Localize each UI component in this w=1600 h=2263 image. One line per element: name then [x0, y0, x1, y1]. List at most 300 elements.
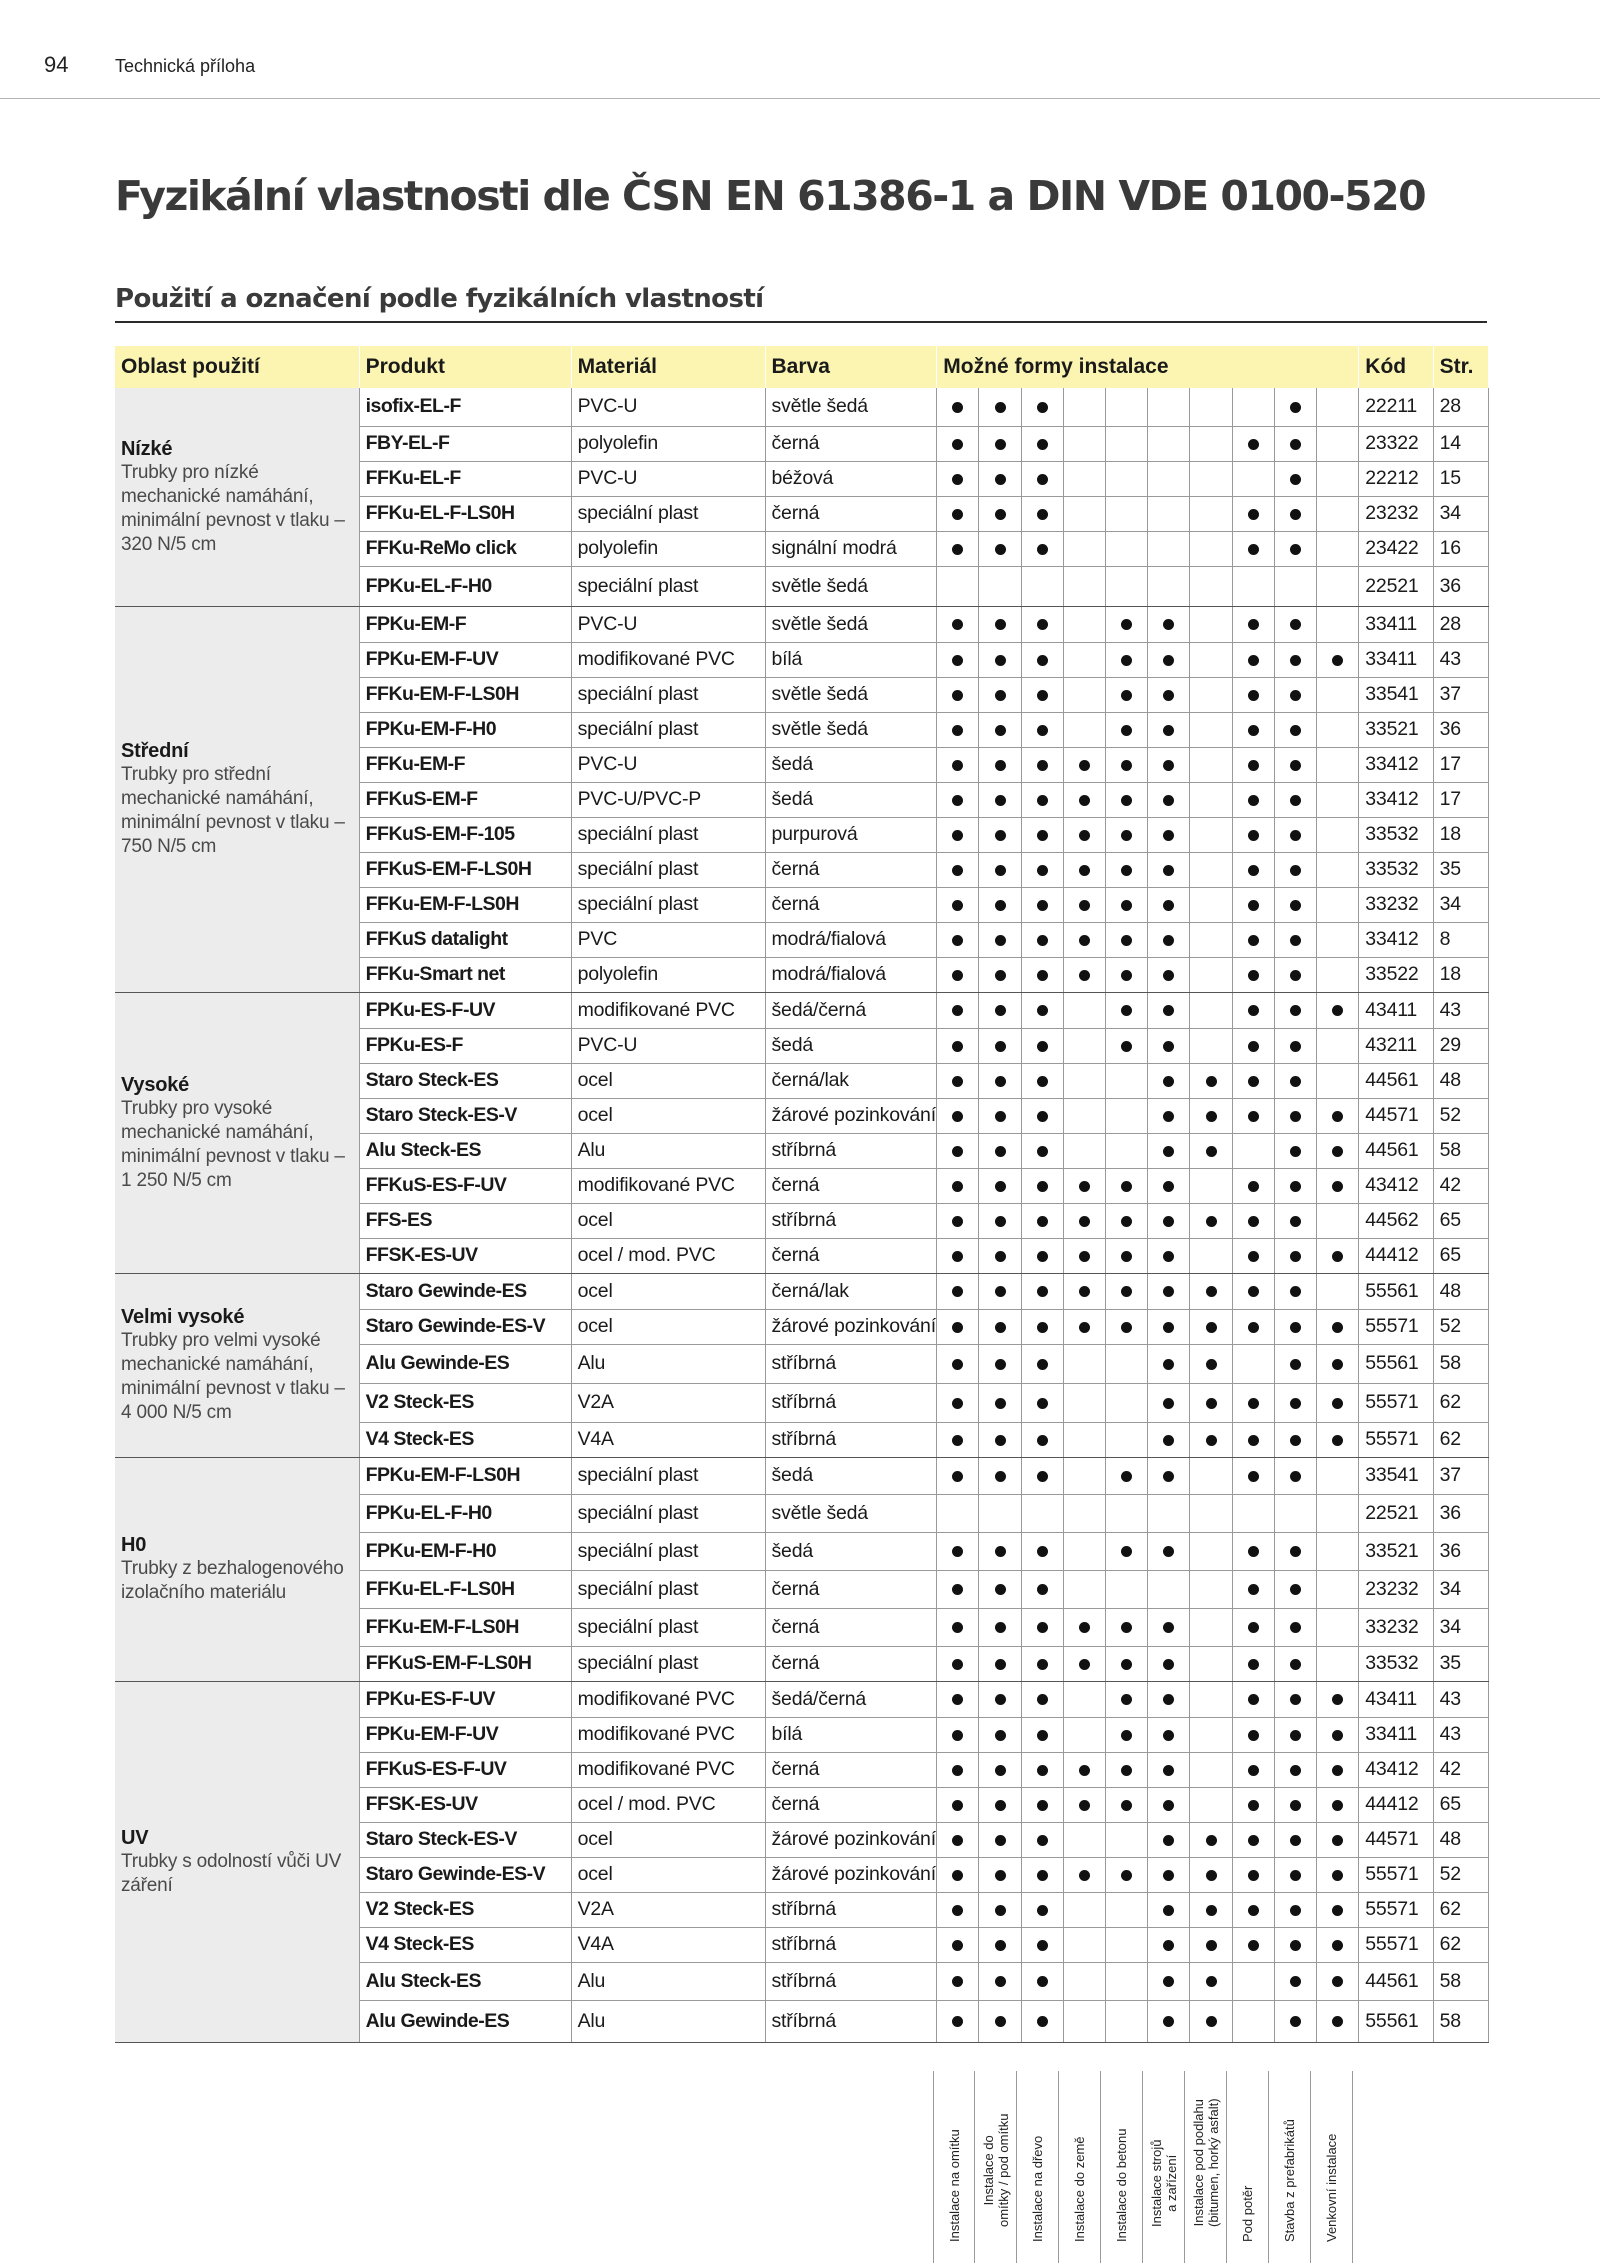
install-dot-icon: [995, 1622, 1006, 1633]
install-dot-icon: [1121, 619, 1132, 630]
install-cell: [1106, 1608, 1148, 1646]
install-dot-icon: [1206, 1905, 1217, 1916]
install-cell: [1106, 1457, 1148, 1494]
install-dot-icon: [952, 1546, 963, 1557]
install-cell: [1316, 1098, 1358, 1133]
install-dot-icon: [1248, 544, 1259, 555]
install-cell: [937, 1494, 979, 1532]
install-dot-icon: [1079, 830, 1090, 841]
table-row: [115, 606, 1489, 642]
install-cell: [1021, 1063, 1063, 1098]
install-dot-icon: [1163, 935, 1174, 946]
install-dot-icon: [952, 1800, 963, 1811]
color-cell: černá: [765, 1608, 937, 1646]
install-dot-icon: [1248, 1694, 1259, 1705]
install-cell: [1063, 852, 1105, 887]
install-dot-icon: [1037, 1622, 1048, 1633]
install-dot-icon: [1121, 760, 1132, 771]
install-dot-icon: [952, 1076, 963, 1087]
install-dot-icon: [1163, 1435, 1174, 1446]
install-legend-line: Instalace na dřevo: [1030, 2135, 1045, 2242]
install-dot-icon: [995, 1800, 1006, 1811]
install-dot-icon: [1163, 900, 1174, 911]
install-dot-icon: [1163, 760, 1174, 771]
install-dot-icon: [1332, 2016, 1343, 2027]
install-cell: [937, 642, 979, 677]
install-dot-icon: [1248, 830, 1259, 841]
product-cell: Alu Steck-ES: [359, 1962, 571, 2000]
install-cell: [1274, 1494, 1316, 1532]
install-legend-column: [1059, 2071, 1101, 2263]
install-cell: [1063, 1570, 1105, 1608]
page-cell: 36: [1433, 1494, 1488, 1532]
install-cell: [1190, 1383, 1232, 1422]
install-cell: [1190, 1787, 1232, 1822]
install-cell: [1274, 1962, 1316, 2000]
install-dot-icon: [995, 1359, 1006, 1370]
install-cell: [1274, 1133, 1316, 1168]
install-cell: [1021, 1822, 1063, 1857]
install-cell: [1190, 1570, 1232, 1608]
install-dot-icon: [1290, 1041, 1301, 1052]
install-dot-icon: [1037, 509, 1048, 520]
install-cell: [1063, 1927, 1105, 1962]
material-cell: ocel: [571, 1098, 765, 1133]
install-cell: [1232, 712, 1274, 747]
code-cell: 43412: [1359, 1168, 1433, 1203]
page-cell: 62: [1433, 1383, 1488, 1422]
color-cell: černá: [765, 1168, 937, 1203]
install-dot-icon: [1290, 760, 1301, 771]
product-cell: FPKu-ES-F-UV: [359, 992, 571, 1028]
install-dot-icon: [1163, 1765, 1174, 1776]
install-cell: [1063, 747, 1105, 782]
install-dot-icon: [1163, 655, 1174, 666]
install-cell: [1274, 1203, 1316, 1238]
install-cell: [1148, 887, 1190, 922]
install-dot-icon: [1037, 865, 1048, 876]
color-cell: stříbrná: [765, 1133, 937, 1168]
install-cell: [1232, 1646, 1274, 1681]
install-dot-icon: [952, 1398, 963, 1409]
color-cell: stříbrná: [765, 1203, 937, 1238]
color-cell: šedá: [765, 1457, 937, 1494]
install-dot-icon: [1332, 1359, 1343, 1370]
install-dot-icon: [952, 970, 963, 981]
install-cell: [1190, 1203, 1232, 1238]
install-cell: [1316, 2000, 1358, 2042]
install-dot-icon: [1037, 1659, 1048, 1670]
color-cell: stříbrná: [765, 1422, 937, 1457]
install-cell: [1021, 388, 1063, 426]
install-dot-icon: [995, 1765, 1006, 1776]
install-dot-icon: [1079, 1765, 1090, 1776]
color-cell: šedá: [765, 747, 937, 782]
install-dot-icon: [995, 1976, 1006, 1987]
material-cell: Alu: [571, 1133, 765, 1168]
install-cell: [1148, 1822, 1190, 1857]
install-dot-icon: [1248, 1041, 1259, 1052]
install-cell: [979, 1457, 1021, 1494]
area-title: Střední: [121, 740, 189, 762]
install-dot-icon: [952, 1216, 963, 1227]
install-cell: [1063, 1962, 1105, 2000]
install-legend-line: Stavba z prefabrikátů: [1282, 2119, 1297, 2242]
install-dot-icon: [1206, 1835, 1217, 1846]
install-dot-icon: [995, 1940, 1006, 1951]
color-cell: stříbrná: [765, 1927, 937, 1962]
install-cell: [1232, 642, 1274, 677]
install-cell: [1274, 1383, 1316, 1422]
page-cell: 52: [1433, 1857, 1488, 1892]
install-legend-label: [1072, 2136, 1087, 2242]
install-cell: [1190, 1532, 1232, 1570]
install-cell: [979, 1787, 1021, 1822]
page-cell: 58: [1433, 1133, 1488, 1168]
color-cell: černá/lak: [765, 1273, 937, 1309]
install-cell: [1232, 677, 1274, 712]
install-legend-label: [1114, 2129, 1129, 2242]
install-dot-icon: [995, 544, 1006, 555]
install-cell: [1021, 957, 1063, 992]
install-cell: [1148, 426, 1190, 461]
install-cell: [1190, 1752, 1232, 1787]
install-dot-icon: [1037, 1005, 1048, 1016]
install-cell: [1274, 1822, 1316, 1857]
install-cell: [1021, 1309, 1063, 1344]
product-cell: FFKu-EM-F-LS0H: [359, 677, 571, 712]
color-cell: žárové pozinkování: [765, 1857, 937, 1892]
install-dot-icon: [1332, 1146, 1343, 1157]
page-cell: 58: [1433, 1344, 1488, 1383]
page-cell: 42: [1433, 1168, 1488, 1203]
install-cell: [1274, 817, 1316, 852]
install-dot-icon: [1332, 1694, 1343, 1705]
col-area-header: Oblast použití: [115, 346, 359, 388]
code-cell: 33521: [1359, 712, 1433, 747]
product-cell: FFKu-EL-F: [359, 461, 571, 496]
install-cell: [979, 1927, 1021, 1962]
install-cell: [1021, 1238, 1063, 1273]
install-dot-icon: [1121, 900, 1132, 911]
install-dot-icon: [952, 1584, 963, 1595]
install-dot-icon: [1163, 1471, 1174, 1482]
install-dot-icon: [995, 1286, 1006, 1297]
install-dot-icon: [1163, 1181, 1174, 1192]
code-cell: 22212: [1359, 461, 1433, 496]
install-cell: [1106, 1098, 1148, 1133]
install-cell: [1021, 1681, 1063, 1717]
install-cell: [979, 1717, 1021, 1752]
install-cell: [1021, 1608, 1063, 1646]
install-cell: [1021, 1752, 1063, 1787]
install-dot-icon: [1163, 1359, 1174, 1370]
install-cell: [1316, 1309, 1358, 1344]
install-dot-icon: [1037, 1584, 1048, 1595]
install-cell: [937, 957, 979, 992]
install-dot-icon: [995, 509, 1006, 520]
install-dot-icon: [1332, 1765, 1343, 1776]
install-cell: [1063, 426, 1105, 461]
install-cell: [1232, 1422, 1274, 1457]
install-legend-line: Instalace do betonu: [1114, 2128, 1129, 2242]
install-dot-icon: [952, 509, 963, 520]
color-cell: signální modrá: [765, 531, 937, 566]
install-cell: [1106, 1681, 1148, 1717]
install-cell: [1232, 426, 1274, 461]
install-cell: [1063, 1344, 1105, 1383]
install-cell: [1232, 1717, 1274, 1752]
code-cell: 55561: [1359, 1273, 1433, 1309]
install-dot-icon: [1163, 2016, 1174, 2027]
install-cell: [1316, 1962, 1358, 2000]
install-dot-icon: [1248, 1835, 1259, 1846]
install-dot-icon: [952, 402, 963, 413]
install-dot-icon: [995, 439, 1006, 450]
install-cell: [1316, 1238, 1358, 1273]
install-cell: [937, 677, 979, 712]
material-cell: ocel / mod. PVC: [571, 1238, 765, 1273]
install-cell: [937, 426, 979, 461]
color-cell: světle šedá: [765, 677, 937, 712]
install-cell: [1106, 852, 1148, 887]
install-dot-icon: [1163, 1622, 1174, 1633]
install-legend-column: [933, 2071, 975, 2263]
color-cell: bílá: [765, 1717, 937, 1752]
install-dot-icon: [1121, 1251, 1132, 1262]
install-dot-icon: [995, 1111, 1006, 1122]
install-dot-icon: [952, 1870, 963, 1881]
code-cell: 43411: [1359, 992, 1433, 1028]
install-dot-icon: [952, 544, 963, 555]
install-dot-icon: [1206, 1976, 1217, 1987]
product-cell: FPKu-EM-F-LS0H: [359, 1457, 571, 1494]
material-cell: V4A: [571, 1422, 765, 1457]
install-legend-line: omítky / pod omítku: [995, 2113, 1011, 2227]
color-cell: světle šedá: [765, 1494, 937, 1532]
install-cell: [1021, 677, 1063, 712]
install-dot-icon: [1163, 1800, 1174, 1811]
install-cell: [1106, 1787, 1148, 1822]
install-cell: [1274, 531, 1316, 566]
install-cell: [979, 1273, 1021, 1309]
product-cell: FPKu-ES-F: [359, 1028, 571, 1063]
install-cell: [1232, 1168, 1274, 1203]
install-dot-icon: [1121, 1694, 1132, 1705]
install-cell: [1190, 1608, 1232, 1646]
install-cell: [1274, 1309, 1316, 1344]
install-cell: [1190, 388, 1232, 426]
install-cell: [937, 747, 979, 782]
install-cell: [1063, 1238, 1105, 1273]
install-cell: [937, 712, 979, 747]
install-cell: [1274, 852, 1316, 887]
install-cell: [1190, 712, 1232, 747]
install-dot-icon: [1163, 1005, 1174, 1016]
area-description: Trubky pro velmi vysoké mechanické namáhání, minimální pevnost v tlaku – 4 000 N/5 cm: [121, 1330, 345, 1423]
install-dot-icon: [1121, 970, 1132, 981]
install-cell: [1021, 426, 1063, 461]
install-cell: [979, 1646, 1021, 1681]
install-dot-icon: [1079, 865, 1090, 876]
install-cell: [979, 992, 1021, 1028]
page-cell: 43: [1433, 992, 1488, 1028]
product-cell: Staro Steck-ES: [359, 1063, 571, 1098]
product-cell: Alu Gewinde-ES: [359, 1344, 571, 1383]
install-dot-icon: [1037, 935, 1048, 946]
install-cell: [1274, 1344, 1316, 1383]
install-cell: [1316, 1752, 1358, 1787]
install-cell: [1106, 1063, 1148, 1098]
install-dot-icon: [1206, 1076, 1217, 1087]
install-cell: [979, 1892, 1021, 1927]
code-cell: 55561: [1359, 1344, 1433, 1383]
install-cell: [1021, 2000, 1063, 2042]
material-cell: speciální plast: [571, 1646, 765, 1681]
install-cell: [1274, 388, 1316, 426]
table-row: [115, 1273, 1489, 1309]
install-dot-icon: [1079, 1286, 1090, 1297]
install-cell: [1232, 1681, 1274, 1717]
install-cell: [1148, 1494, 1190, 1532]
install-dot-icon: [1290, 1111, 1301, 1122]
install-dot-icon: [1248, 1005, 1259, 1016]
install-cell: [1063, 1273, 1105, 1309]
install-cell: [1148, 1098, 1190, 1133]
install-cell: [1274, 1238, 1316, 1273]
code-cell: 43211: [1359, 1028, 1433, 1063]
col-page-header: Str.: [1433, 346, 1488, 388]
color-cell: modrá/fialová: [765, 922, 937, 957]
install-dot-icon: [995, 1216, 1006, 1227]
material-cell: polyolefin: [571, 531, 765, 566]
install-dot-icon: [995, 1181, 1006, 1192]
install-cell: [1274, 642, 1316, 677]
install-dot-icon: [1248, 935, 1259, 946]
install-dot-icon: [952, 439, 963, 450]
install-legend-column: [1101, 2071, 1143, 2263]
install-cell: [979, 388, 1021, 426]
install-cell: [1274, 1927, 1316, 1962]
install-cell: [1190, 496, 1232, 531]
install-cell: [1148, 1892, 1190, 1927]
install-cell: [937, 2000, 979, 2042]
install-dot-icon: [1079, 1659, 1090, 1670]
install-dot-icon: [1037, 1976, 1048, 1987]
col-color-header: Barva: [765, 346, 937, 388]
install-dot-icon: [995, 865, 1006, 876]
install-cell: [979, 747, 1021, 782]
install-dot-icon: [1332, 1800, 1343, 1811]
page-cell: 29: [1433, 1028, 1488, 1063]
install-dot-icon: [1206, 1359, 1217, 1370]
install-dot-icon: [1290, 1359, 1301, 1370]
install-dot-icon: [1163, 1546, 1174, 1557]
code-cell: 55571: [1359, 1892, 1433, 1927]
page-cell: 65: [1433, 1238, 1488, 1273]
install-cell: [1190, 677, 1232, 712]
install-cell: [1232, 1457, 1274, 1494]
install-cell: [1190, 2000, 1232, 2042]
material-cell: speciální plast: [571, 712, 765, 747]
install-legend-line: (bitumen, horký asfalt): [1205, 2098, 1221, 2227]
install-cell: [979, 1962, 1021, 2000]
install-cell: [1274, 782, 1316, 817]
code-cell: 55561: [1359, 2000, 1433, 2042]
install-dot-icon: [1037, 1398, 1048, 1409]
install-cell: [1316, 992, 1358, 1028]
product-cell: Staro Gewinde-ES-V: [359, 1857, 571, 1892]
install-cell: [1106, 606, 1148, 642]
install-cell: [1232, 1892, 1274, 1927]
install-cell: [1316, 426, 1358, 461]
install-dot-icon: [1290, 1286, 1301, 1297]
install-dot-icon: [995, 1471, 1006, 1482]
install-cell: [1021, 1857, 1063, 1892]
table-row: [115, 388, 1489, 426]
install-dot-icon: [1163, 970, 1174, 981]
install-cell: [1106, 1570, 1148, 1608]
page-cell: 43: [1433, 642, 1488, 677]
install-cell: [937, 1063, 979, 1098]
area-description: Trubky z bezhalogenového izolačního materiálu: [121, 1558, 344, 1603]
install-cell: [1148, 712, 1190, 747]
install-cell: [1316, 1028, 1358, 1063]
material-cell: speciální plast: [571, 887, 765, 922]
color-cell: černá: [765, 1646, 937, 1681]
code-cell: 55571: [1359, 1857, 1433, 1892]
install-cell: [1316, 852, 1358, 887]
install-dot-icon: [1332, 1870, 1343, 1881]
install-cell: [1106, 1422, 1148, 1457]
page-cell: 62: [1433, 1422, 1488, 1457]
install-cell: [1148, 1752, 1190, 1787]
install-cell: [1106, 1133, 1148, 1168]
install-cell: [1274, 1273, 1316, 1309]
install-cell: [1274, 747, 1316, 782]
page-cell: 18: [1433, 957, 1488, 992]
install-cell: [937, 1857, 979, 1892]
install-cell: [1106, 1203, 1148, 1238]
install-cell: [1148, 922, 1190, 957]
install-dot-icon: [1248, 725, 1259, 736]
install-cell: [1106, 531, 1148, 566]
install-cell: [1190, 1098, 1232, 1133]
product-cell: V4 Steck-ES: [359, 1927, 571, 1962]
install-cell: [1232, 388, 1274, 426]
install-cell: [1148, 1344, 1190, 1383]
install-cell: [1021, 1383, 1063, 1422]
install-dot-icon: [1290, 830, 1301, 841]
install-cell: [1190, 1168, 1232, 1203]
code-cell: 33412: [1359, 782, 1433, 817]
install-dot-icon: [1037, 1905, 1048, 1916]
material-cell: speciální plast: [571, 566, 765, 606]
install-dot-icon: [1037, 1146, 1048, 1157]
product-cell: Alu Gewinde-ES: [359, 2000, 571, 2042]
install-cell: [1316, 1273, 1358, 1309]
install-cell: [1063, 461, 1105, 496]
install-cell: [979, 1532, 1021, 1570]
install-cell: [937, 992, 979, 1028]
install-dot-icon: [995, 1905, 1006, 1916]
product-cell: FFKu-EM-F-LS0H: [359, 887, 571, 922]
code-cell: 33541: [1359, 677, 1433, 712]
install-cell: [979, 1422, 1021, 1457]
install-dot-icon: [1206, 1216, 1217, 1227]
install-dot-icon: [1206, 1398, 1217, 1409]
install-dot-icon: [952, 1322, 963, 1333]
